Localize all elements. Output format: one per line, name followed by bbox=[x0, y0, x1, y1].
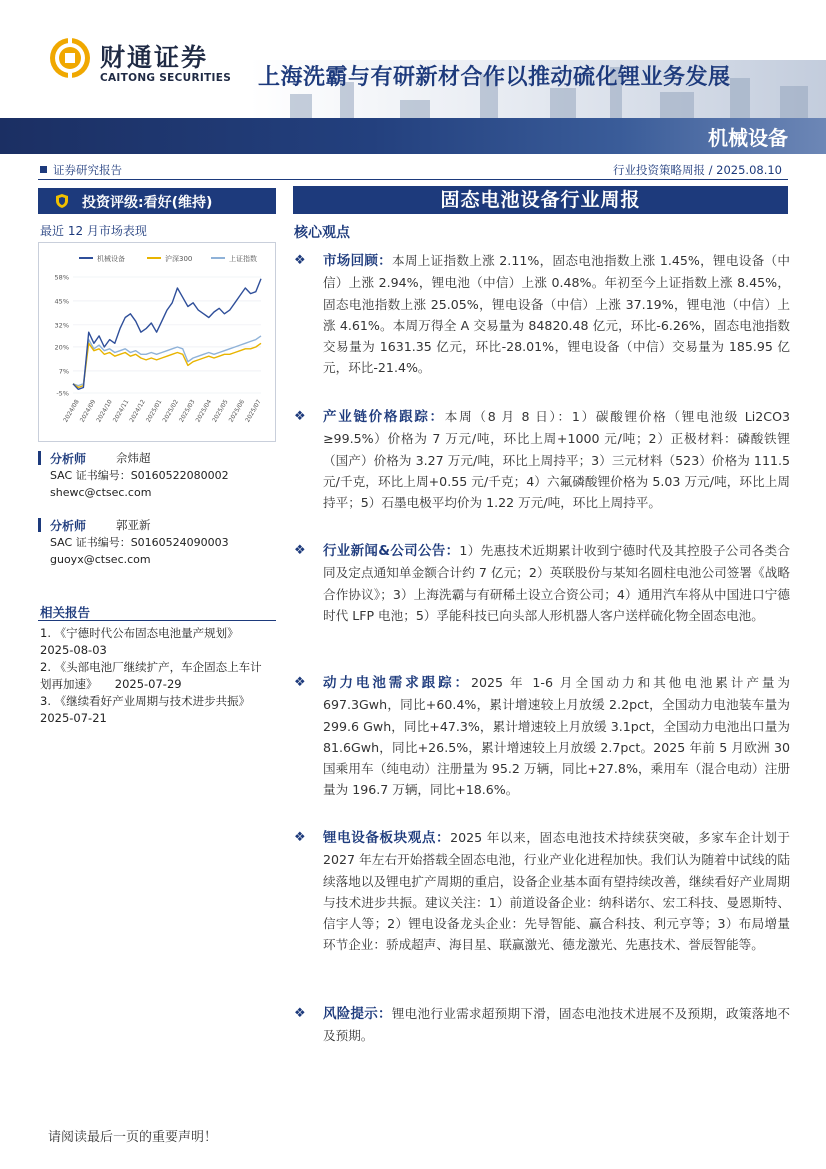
legend-label: 机械设备 bbox=[97, 255, 125, 263]
related-report-line[interactable]: 2. 《头部电池厂继续扩产，车企固态上车计 bbox=[40, 660, 262, 674]
y-tick-label: 58% bbox=[54, 273, 69, 282]
x-tick-label: 2024/11 bbox=[111, 398, 131, 424]
core-views-title: 核心观点 bbox=[294, 225, 350, 241]
analyst-sac: SAC 证书编号：S0160522080002 bbox=[50, 469, 229, 482]
y-tick-label: -5% bbox=[56, 389, 69, 398]
related-reports-list bbox=[40, 625, 276, 727]
diamond-bullet-icon: ❖ bbox=[294, 830, 306, 845]
chart-svg bbox=[39, 243, 275, 441]
section-label: 行业新闻&公司公告： bbox=[323, 543, 460, 559]
analyst-sac: SAC 证书编号：S0160524090003 bbox=[50, 536, 229, 549]
analyst-role: 分析师 bbox=[50, 452, 87, 466]
section-label: 动力电池需求跟踪： bbox=[323, 675, 471, 691]
logo-text-cn: 财通证券 bbox=[100, 43, 209, 72]
analyst-name: 郭亚新 bbox=[116, 518, 151, 532]
section-text: 2025 年 1-6 月全国动力和其他电池累计产量为 697.3Gwh，同比+60.4%，累计增速较上月放缓 2.2pct，全国动力电池装车量为 299.6 Gwh，同比+47.3%，累计增速较上月放缓 3.1pct，全国动力电池出口量为 81.6Gwh，同比+26.5%，累计增速较上月放缓 2.7pct。2025 年前 5 月欧洲 30 国乘用车（纯电动）注册量为 95.2 万辆，同比+27.8%，乘用车（混合电动）注册量为 196.7 万辆，同比+18.6%。 bbox=[323, 675, 790, 798]
shield-icon bbox=[54, 193, 70, 209]
square-icon bbox=[40, 166, 47, 173]
rating-text: 投资评级:看好(维持) bbox=[82, 195, 213, 211]
series-line bbox=[73, 336, 261, 386]
x-tick-label: 2025/03 bbox=[178, 398, 197, 424]
section-text: 本周（8 月 8 日）：1）碳酸锂价格（锂电池级 Li2CO3 ≥99.5%）价格为 7 万元/吨，环比上周+1000 元/吨；2）正极材料：磷酸铁锂（国产）价格为 3.27 万元/吨，环比上周持平；3）三元材料（523）价格为 111.5 元/千克，环比上周+0.55 元/千克；4）六氟磷酸锂价格为 5.03 万元/吨，环比上周持平；5）石墨电极平均价为 1.22 万元/吨，环比上周持平。 bbox=[323, 409, 791, 511]
section-body bbox=[323, 1003, 790, 1047]
related-report-line[interactable]: 1. 《宁德时代公布固态电池量产规划》 bbox=[40, 626, 239, 640]
analyst-card-2 bbox=[38, 517, 276, 568]
x-tick-label: 2025/02 bbox=[161, 398, 181, 424]
diamond-bullet-icon: ❖ bbox=[294, 543, 306, 558]
diamond-bullet-icon: ❖ bbox=[294, 1006, 306, 1021]
section-text: 本周上证指数上涨 2.11%，固态电池指数上涨 1.45%，锂电设备（中信）上涨 2.94%，锂电池（中信）上涨 0.48%。年初至今上证指数上涨 8.45%，固态电池指数上涨 25.05%，锂电设备（中信）上涨 37.19%，锂电池（中信）上涨 4.61%。本周万得全 A 交易量为 84820.48 亿元，环比-6.26%，固态电池指数交易量为 1631.35 亿元，环比-28.01%，锂电设备（中信）交易量为 185.95 亿元，环比-21.4%。 bbox=[323, 253, 791, 376]
y-tick-label: 45% bbox=[54, 297, 69, 306]
section-text: 1）先惠技术近期累计收到宁德时代及其控股子公司各类合同及定点通知单金额合计约 7 亿元；2）英联股份与某知名圆柱电池公司签署《战略合作协议》；3）上海洗霸与有研稀土设立合资公司；4）通用汽车将从中国进口宁德时代 LFP 电池；5）孚能科技已向头部人形机器人客户送样硫化物全固态电池。 bbox=[323, 543, 791, 623]
related-report-line: 2025-07-21 bbox=[40, 711, 107, 725]
page-title: 上海洗霸与有研新材合作以推动硫化锂业务发展 bbox=[258, 65, 731, 90]
legend-label: 上证指数 bbox=[229, 255, 257, 263]
sector-label: 机械设备 bbox=[708, 126, 788, 150]
report-title: 固态电池设备行业周报 bbox=[293, 186, 788, 214]
analyst-email[interactable]: guoyx@ctsec.com bbox=[50, 553, 151, 566]
series-line bbox=[73, 279, 261, 390]
caitong-logo bbox=[48, 36, 248, 88]
analyst-header bbox=[38, 517, 276, 534]
analyst-accent-bar bbox=[38, 518, 41, 532]
section-body bbox=[323, 250, 790, 379]
sub-header-bar bbox=[38, 162, 788, 180]
logo-text-en: CAITONG SECURITIES bbox=[100, 72, 232, 84]
related-report-line[interactable]: 3. 《继续看好产业周期与技术进步共振》 bbox=[40, 694, 251, 708]
section-equipment-view bbox=[294, 827, 790, 956]
section-risk-warning bbox=[294, 1003, 790, 1047]
report-type-label: 证券研究报告 bbox=[53, 163, 122, 177]
related-reports-title: 相关报告 bbox=[40, 605, 91, 620]
x-tick-label: 2024/08 bbox=[62, 398, 81, 424]
analyst-email[interactable]: shewc@ctsec.com bbox=[50, 486, 152, 499]
section-price-tracking bbox=[294, 406, 790, 513]
x-tick-label: 2025/07 bbox=[244, 398, 263, 424]
analyst-header bbox=[38, 450, 276, 467]
disclaimer-note: 请阅读最后一页的重要声明！ bbox=[48, 1130, 218, 1145]
market-performance-chart bbox=[38, 242, 276, 442]
section-body bbox=[323, 827, 790, 956]
page-header bbox=[0, 0, 826, 155]
legend-label: 沪深300 bbox=[165, 255, 193, 263]
diamond-bullet-icon: ❖ bbox=[294, 253, 306, 268]
related-report-line: 2025-08-03 bbox=[40, 643, 107, 657]
y-tick-label: 20% bbox=[54, 343, 69, 352]
section-industry-news bbox=[294, 540, 790, 626]
section-text: 锂电池行业需求超预期下滑，固态电池技术进展不及预期，政策落地不及预期。 bbox=[323, 1006, 791, 1044]
related-report-line: 划再加速》 2025-07-29 bbox=[40, 677, 182, 691]
diamond-bullet-icon: ❖ bbox=[294, 675, 306, 690]
x-tick-label: 2025/06 bbox=[227, 398, 247, 424]
related-reports-divider bbox=[38, 620, 276, 621]
section-label: 风险提示： bbox=[323, 1006, 392, 1022]
rating-box bbox=[38, 188, 276, 214]
y-tick-label: 32% bbox=[54, 321, 69, 330]
x-tick-label: 2025/05 bbox=[211, 398, 230, 424]
report-type bbox=[40, 162, 122, 178]
section-body bbox=[323, 540, 790, 626]
analyst-accent-bar bbox=[38, 451, 41, 465]
section-label: 产业链价格跟踪： bbox=[323, 409, 445, 425]
x-tick-label: 2025/01 bbox=[144, 398, 164, 424]
analyst-card-1 bbox=[38, 450, 276, 501]
y-tick-label: 7% bbox=[58, 367, 69, 376]
section-text: 2025 年以来，固态电池技术持续获突破，多家车企计划于 2027 年左右开始搭载全固态电池，行业产业化进程加快。我们认为随着中试线的陆续落地以及锂电扩产周期的重启，设备企业基本面有望持续改善，继续看好产业周期与技术进步共振。建议关注：1）前道设备企业：纳科诺尔、宏工科技、曼恩斯特、信宇人等；2）锂电设备龙头企业：先导智能、赢合科技、利元亨等；3）布局增量环节企业：骄成超声、海目星、联赢激光、德龙激光、先惠技术、誉辰智能等。 bbox=[323, 830, 791, 953]
x-tick-label: 2025/04 bbox=[194, 398, 214, 424]
section-label: 锂电设备板块观点： bbox=[323, 830, 451, 846]
x-tick-label: 2024/10 bbox=[95, 398, 114, 424]
x-tick-label: 2024/12 bbox=[128, 398, 147, 424]
section-body bbox=[323, 406, 790, 513]
x-tick-label: 2024/09 bbox=[78, 398, 98, 424]
series-line bbox=[73, 343, 261, 387]
report-category-date: 行业投资策略周报 / 2025.08.10 bbox=[612, 163, 782, 177]
section-label: 市场回顾： bbox=[323, 253, 392, 269]
analyst-role: 分析师 bbox=[50, 519, 87, 533]
diamond-bullet-icon: ❖ bbox=[294, 409, 306, 424]
header-band bbox=[0, 118, 826, 154]
analyst-name: 佘炜超 bbox=[116, 451, 151, 465]
logo-mark-icon bbox=[48, 36, 92, 80]
section-battery-demand bbox=[294, 672, 790, 801]
section-body bbox=[323, 672, 790, 801]
section-market-review bbox=[294, 250, 790, 379]
market-performance-title: 最近 12 月市场表现 bbox=[40, 224, 147, 238]
